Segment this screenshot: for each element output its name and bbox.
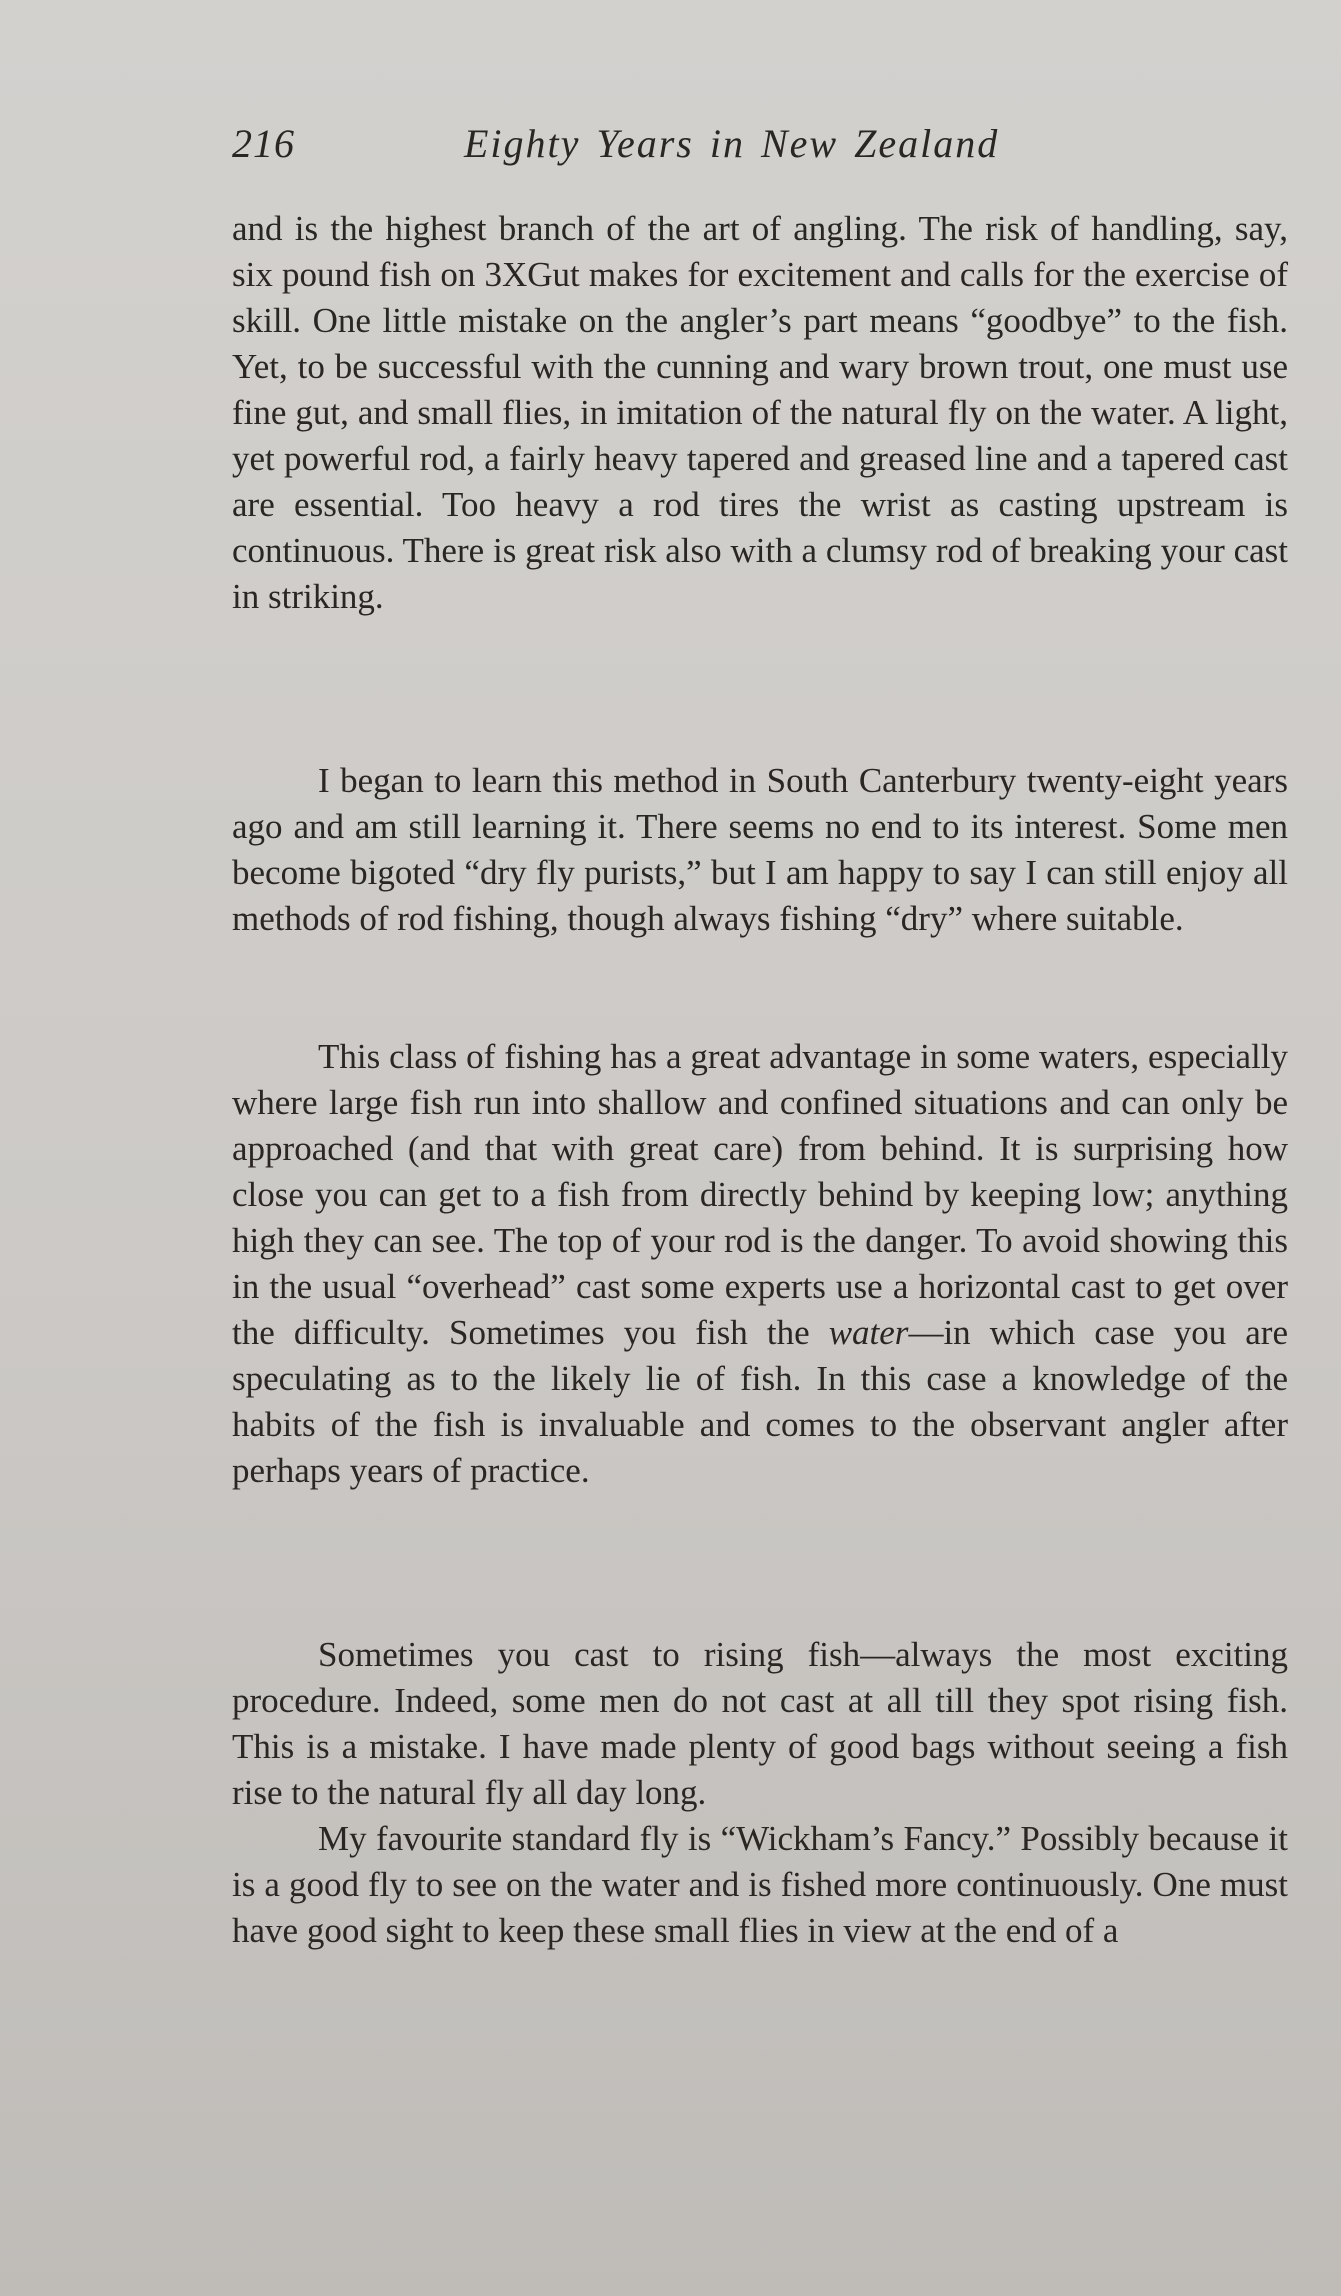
running-head: [232, 112, 1060, 172]
paragraph-3: [232, 1034, 1288, 1632]
running-title: Eighty Years in New Zealand: [464, 121, 1000, 166]
paragraph-5: My favourite standard fly is “Wickham’s Fancy.” Possibly because it is a good fly to see on the water and is fished more continuously. One must have good sight to keep these small flies in view at the end of a: [232, 1819, 1288, 1950]
page-number: 216: [232, 121, 295, 166]
italic-emphasis-water: water: [828, 1313, 909, 1352]
body-text: [232, 206, 1288, 2000]
paragraph-3-text-after: —in which case you are speculating as to the likely lie of fish. In this case a knowledge of the habits of the fish is invaluable and comes to the observant angler after perhaps years of practice.: [232, 1313, 1289, 1490]
paragraph-4: Sometimes you cast to rising fish—always the most exciting procedure. Indeed, some men do not cast at all till they spot rising fish. This is a mistake. I have made plenty of good bags without seeing a fish rise to the natural fly all day long.: [232, 1635, 1288, 1812]
paragraph-2: I began to learn this method in South Canterbury twenty-eight years ago and am still learning it. There seems no end to its interest. Some men become bigoted “dry fly purists,” but I am happy to say I can still enjoy all methods of rod fishing, though always fishing “dry” where suitable.: [232, 761, 1288, 938]
paragraph-1: and is the highest branch of the art of angling. The risk of handling, say, six pound fish on 3XGut makes for excitement and calls for the exercise of skill. One little mistake on the angler’s part means “goodbye” to the fish. Yet, to be successful with the cunning and wary brown trout, one must use fine gut, and small flies, in imitation of the natural fly on the water. A light, yet powerful rod, a fairly heavy tapered and greased line and a tapered cast are essential. Too heavy a rod tires the wrist as casting upstream is continuous. There is great risk also with a clumsy rod of breaking your cast in striking.: [232, 209, 1288, 616]
paragraph-3-text-before: This class of fishing has a great advantage in some waters, especially where large fish run into shallow and confined situations and can only be approached (and that with great care) from behind. It is surprising how close you can get to a fish from directly behind by keeping low; anything high they can see. The top of your rod is the danger. To avoid showing this in the usual “overhead” cast some experts use a horizontal cast to get over the difficulty. Sometimes you fish the: [232, 1037, 1288, 1352]
